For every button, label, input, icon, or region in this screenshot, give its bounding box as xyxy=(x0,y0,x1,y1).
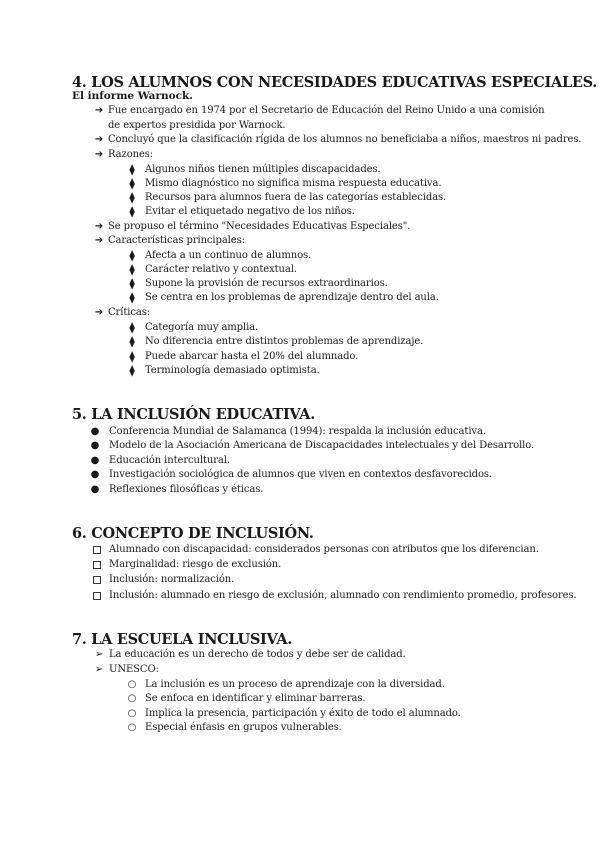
arrowhead-icon: ➢ xyxy=(94,649,104,660)
section-6-heading: 6. CONCEPTO DE INCLUSIÓN. xyxy=(72,525,314,542)
sub-list-item-text: Terminología demasiado optimista. xyxy=(145,365,320,376)
arrow-icon: ➔ xyxy=(94,105,104,116)
sub-list-item-text: Algunos niños tienen múltiples discapacidades. xyxy=(145,164,381,175)
list-item-text: Se propuso el término "Necesidades Educativas Especiales". xyxy=(108,221,411,232)
diamond-bullet-icon: ⧫ xyxy=(129,177,135,190)
diamond-bullet-icon: ⧫ xyxy=(129,291,135,304)
list-item-text: Críticas: xyxy=(108,307,151,318)
bullet-icon: ● xyxy=(90,469,100,480)
list-item-text: La educación es un derecho de todos y debe ser de calidad. xyxy=(109,649,406,660)
list-item-text: Fue encargado en 1974 por el Secretario de Educación del Reino Unido a una comisión de expertos presidida por Warnock. xyxy=(108,105,545,131)
diamond-bullet-icon: ⧫ xyxy=(129,191,135,204)
sub-list-item-text: Mismo diagnóstico no significa misma respuesta educativa. xyxy=(145,178,442,189)
sub-list-item-text: Implica la presencia, participación y éxito de todo el alumnado. xyxy=(145,708,461,719)
list-item-text: UNESCO: xyxy=(109,664,159,675)
checkbox-icon[interactable] xyxy=(93,576,101,584)
bullet-icon: ● xyxy=(90,484,100,495)
list-item-text: Reflexiones filosóficas y éticas. xyxy=(109,484,264,495)
diamond-bullet-icon: ⧫ xyxy=(129,163,135,176)
diamond-bullet-icon: ⧫ xyxy=(129,205,135,218)
sub-list-item-text: Se enfoca en identificar y eliminar barreras. xyxy=(145,693,366,704)
section-4-subheading: El informe Warnock. xyxy=(72,90,193,102)
arrow-icon: ➔ xyxy=(94,149,104,160)
diamond-bullet-icon: ⧫ xyxy=(129,249,135,262)
sub-list-item-text: Categoría muy amplia. xyxy=(145,322,259,333)
sub-list-item-text: Supone la provisión de recursos extraordinarios. xyxy=(145,278,388,289)
list-item-text: Modelo de la Asociación Americana de Discapacidades intelectuales y del Desarrollo. xyxy=(109,440,535,451)
section-5-heading: 5. LA INCLUSIÓN EDUCATIVA. xyxy=(72,406,315,423)
hollow-circle-bullet-icon: ○ xyxy=(127,679,137,690)
hollow-circle-bullet-icon: ○ xyxy=(127,722,137,733)
diamond-bullet-icon: ⧫ xyxy=(129,277,135,290)
list-item-text: Características principales: xyxy=(108,235,245,246)
sub-list-item-text: No diferencia entre distintos problemas de aprendizaje. xyxy=(145,336,424,347)
list-item-text: Educación intercultural. xyxy=(109,455,230,466)
list-item-text: Conferencia Mundial de Salamanca (1994): respalda la inclusión educativa. xyxy=(109,426,486,437)
sub-list-item-text: Se centra en los problemas de aprendizaje dentro del aula. xyxy=(145,292,439,303)
sub-list-item-text: Afecta a un continuo de alumnos. xyxy=(145,250,312,261)
bullet-icon: ● xyxy=(90,440,100,451)
checkbox-item-text: Marginalidad: riesgo de exclusión. xyxy=(109,559,282,570)
list-item-text: Razones: xyxy=(108,149,154,160)
section-4-heading: 4. LOS ALUMNOS CON NECESIDADES EDUCATIVAS ESPECIALES. xyxy=(72,74,598,91)
diamond-bullet-icon: ⧫ xyxy=(129,350,135,363)
arrowhead-icon: ➢ xyxy=(94,664,104,675)
hollow-circle-bullet-icon: ○ xyxy=(127,708,137,719)
checkbox-icon[interactable] xyxy=(93,561,101,569)
sub-list-item-text: Puede abarcar hasta el 20% del alumnado. xyxy=(145,351,359,362)
diamond-bullet-icon: ⧫ xyxy=(129,263,135,276)
diamond-bullet-icon: ⧫ xyxy=(129,335,135,348)
bullet-icon: ● xyxy=(90,426,100,437)
arrow-icon: ➔ xyxy=(94,235,104,246)
checkbox-item-text: Alumnado con discapacidad: considerados personas con atributos que los diferencian. xyxy=(109,544,539,555)
bullet-icon: ● xyxy=(90,455,100,466)
arrow-icon: ➔ xyxy=(94,134,104,145)
arrow-icon: ➔ xyxy=(94,307,104,318)
sub-list-item-text: Evitar el etiquetado negativo de los niños. xyxy=(145,206,355,217)
diamond-bullet-icon: ⧫ xyxy=(129,364,135,377)
section-7-heading: 7. LA ESCUELA INCLUSIVA. xyxy=(72,631,293,648)
sub-list-item-text: Carácter relativo y contextual. xyxy=(145,264,297,275)
sub-list-item-text: Recursos para alumnos fuera de las categorías establecidas. xyxy=(145,192,447,203)
checkbox-icon[interactable] xyxy=(93,546,101,554)
checkbox-icon[interactable] xyxy=(93,592,101,600)
sub-list-item-text: Especial énfasis en grupos vulnerables. xyxy=(145,722,342,733)
diamond-bullet-icon: ⧫ xyxy=(129,321,135,334)
list-item-text: Investigación sociológica de alumnos que viven en contextos desfavorecidos. xyxy=(109,469,493,480)
hollow-circle-bullet-icon: ○ xyxy=(127,693,137,704)
sub-list-item-text: La inclusión es un proceso de aprendizaje con la diversidad. xyxy=(145,679,445,690)
arrow-icon: ➔ xyxy=(94,221,104,232)
list-item-text: Concluyó que la clasificación rígida de los alumnos no beneficiaba a niños, maestros ni padres. xyxy=(108,134,582,145)
checkbox-item-text: Inclusión: normalización. xyxy=(109,574,235,585)
checkbox-item-text: Inclusión: alumnado en riesgo de exclusión, alumnado con rendimiento promedio, profesores. xyxy=(109,590,577,601)
